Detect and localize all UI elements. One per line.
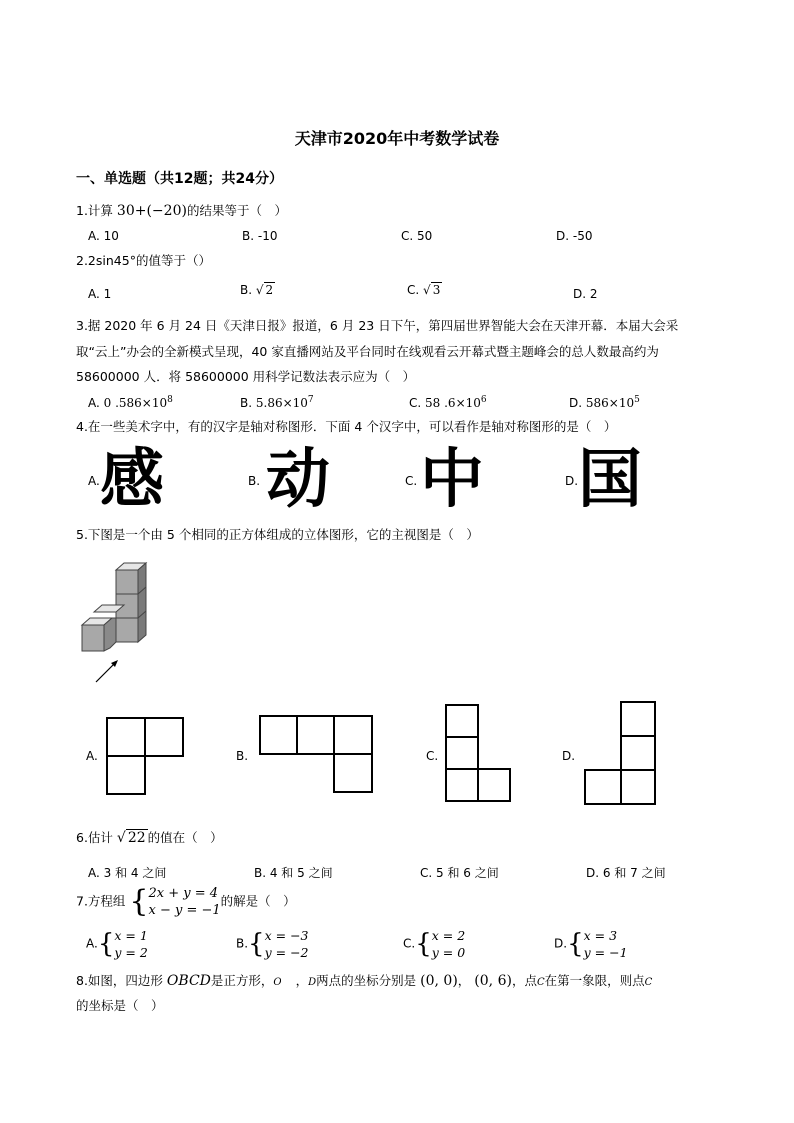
q7-option-a-line-1: x = 1 [114,927,148,943]
q5-option-a-label[interactable]: A. [86,749,98,763]
q7-option-c-line-2: y = 0 [431,944,466,960]
sqrt-icon: √ 2 [255,283,274,297]
q3-option-b-label: B. [240,396,253,410]
q3-option-a[interactable] [88,395,173,410]
question-7 [76,884,296,919]
q8-part-5: 在第一象限，则点 [544,973,645,988]
q6-option-a[interactable]: A. 3 和 4 之间 [88,866,167,880]
q3-option-d-exp: 5 [634,395,640,405]
question-3-line-3: 58600000 人．将 58600000 用科学记数法表示应为（ ） [76,369,416,384]
q7-suffix: 的解是（ ） [220,893,296,909]
q3-option-d-label: D. [569,396,583,410]
q7-option-d-line-1: x = 3 [583,927,618,943]
q8-separator: ， [457,973,471,988]
q7-option-a[interactable] [86,926,148,961]
q7-eq2: x − y = −1 [148,902,221,918]
q8-shape-name: OBCD [166,973,211,989]
q4-option-d-label[interactable]: D. [565,474,579,488]
q2-option-a[interactable]: A. 1 [88,287,112,301]
q3-option-b-exp: 7 [307,395,314,405]
q6-option-d[interactable]: D. 6 和 7 之间 [586,866,666,880]
q7-option-b-label: B. [236,936,249,951]
q8-part-3: 两点的坐标分别是 [316,973,417,988]
q7-option-c-system [432,927,465,961]
q8-part-1: 8.如图，四边形 [76,973,163,988]
q5-option-d-label[interactable]: D. [562,749,576,763]
cube-front-left [82,618,116,651]
q8-coord-d: (0, 6) [474,973,512,989]
q5-option-d-figure[interactable] [584,701,658,807]
q3-option-b[interactable] [240,395,314,410]
q7-option-a-system [114,927,147,961]
q3-option-c-coef: 58 .6×10 [425,396,481,410]
q2-option-c-radicand: 3 [432,283,441,297]
q7-option-b-system [265,927,309,961]
q2-option-b-radicand: 2 [265,283,274,297]
question-1 [76,203,287,219]
left-brace-icon: { [567,928,584,959]
q7-system [149,885,221,919]
q4-option-a-label[interactable]: A. [88,474,100,488]
question-5: 5.下图是一个由 5 个相同的正方体组成的立体图形，它的主视图是（ ） [76,527,479,542]
q2-option-d[interactable]: D. 2 [573,287,598,301]
q1-option-b[interactable]: B. -10 [242,229,278,243]
question-4: 4.在一些美术字中，有的汉字是轴对称图形．下面 4 个汉字中，可以看作是轴对称图形的是（ ） [76,419,617,434]
q7-option-a-label: A. [86,936,98,951]
q1-option-c[interactable]: C. 50 [401,229,433,243]
q3-option-d-coef: 586×10 [585,396,635,410]
q2-option-c-label: C. [407,283,420,297]
q5-option-a-figure[interactable] [106,717,186,797]
q1-option-a[interactable]: A. 10 [88,229,119,243]
question-3-line-2: 取“云上”办会的全新模式呈现，40 家直播网站及平台同时在线观看云开幕式暨主题峰会的总人数最高约为 [76,344,659,359]
q3-option-a-exp: 8 [167,395,173,405]
q7-option-c-line-1: x = 2 [431,927,466,943]
q1-option-d[interactable]: D. -50 [556,229,593,243]
q6-radicand: 22 [127,830,146,846]
q8-coord-o: (0, 0) [420,973,458,989]
q4-option-b-char: 动 [266,443,330,517]
q6-prefix: 6.估计 [76,830,113,845]
q8-point-o: O [273,977,282,988]
q8-point-d: D [308,977,317,988]
left-brace-icon: { [248,928,265,959]
exam-title: 天津市2020年中考数学试卷 [294,129,500,148]
q4-option-b-label[interactable]: B. [248,474,261,488]
q5-option-b-label[interactable]: B. [236,749,249,763]
q7-option-a-line-2: y = 2 [114,944,148,960]
q8-part-2: 是正方形， [210,973,274,988]
q8-comma: ， [295,973,309,988]
question-6 [76,829,223,846]
q4-option-c-label[interactable]: C. [405,474,418,488]
q5-option-c-figure[interactable] [445,704,513,802]
left-brace-icon: { [129,883,149,919]
section-heading: 一、单选题（共12题；共24分） [76,171,283,187]
q3-option-b-coef: 5.86×10 [255,396,308,410]
q6-suffix: 的值在（ ） [147,830,223,845]
q7-eq1: 2x + y = 4 [148,885,219,901]
q6-option-b[interactable]: B. 4 和 5 之间 [254,866,333,880]
q7-option-b-line-1: x = −3 [264,927,309,943]
question-2: 2.2sin45°的值等于（） [76,253,211,268]
q7-option-d-system [584,927,628,961]
q1-prefix: 1.计算 [76,203,113,218]
q1-expression: 30+(−20) [116,203,187,219]
left-brace-icon: { [97,928,115,959]
q4-option-d-char: 国 [578,443,642,517]
q7-option-c-label: C. [403,936,416,951]
question-8-line-1 [76,972,652,992]
q7-option-b-line-2: y = −2 [264,944,309,960]
question-3-line-1: 3.据 2020 年 6 月 24 日《天津日报》报道，6 月 23 日下午，第四届世界智能大会在天津开幕．本届大会采 [76,318,679,333]
q7-option-d-line-2: y = −1 [583,944,628,960]
q8-part-4: ，点 [511,973,537,988]
q2-option-c[interactable] [407,282,442,297]
q5-option-b-figure[interactable] [259,715,375,795]
q3-option-a-coef: 0 .586×10 [103,396,168,410]
q8-point-c-2: C [644,977,653,988]
q3-option-c-exp: 6 [480,395,487,405]
cube-stack-figure [76,558,166,688]
question-8-line-2: 的坐标是（ ） [76,998,164,1013]
view-arrow-icon [96,660,118,682]
sqrt-icon: √ 3 [423,283,441,297]
q3-option-c-label: C. [409,396,422,410]
q4-option-a-char: 感 [100,443,164,517]
q7-prefix: 7.方程组 [76,893,126,909]
q3-option-c[interactable] [409,395,487,410]
q3-option-a-label: A. [88,396,100,410]
cube-column [116,563,146,642]
left-brace-icon: { [415,928,432,959]
q3-option-d[interactable] [569,395,640,410]
q1-suffix: 的结果等于（ ） [186,203,287,218]
q6-option-c[interactable]: C. 5 和 6 之间 [420,866,499,880]
q2-option-b-label: B. [240,283,253,297]
q8-point-c: C [536,977,545,988]
q7-option-c[interactable] [403,926,465,961]
q2-option-b[interactable] [240,282,275,297]
q5-option-c-label[interactable]: C. [426,749,439,763]
q7-option-b[interactable] [236,926,309,961]
q4-option-c-char: 中 [420,443,484,517]
q7-option-d[interactable] [554,926,628,961]
sqrt-icon: √ 22 [116,830,146,846]
q7-option-d-label: D. [554,936,568,951]
